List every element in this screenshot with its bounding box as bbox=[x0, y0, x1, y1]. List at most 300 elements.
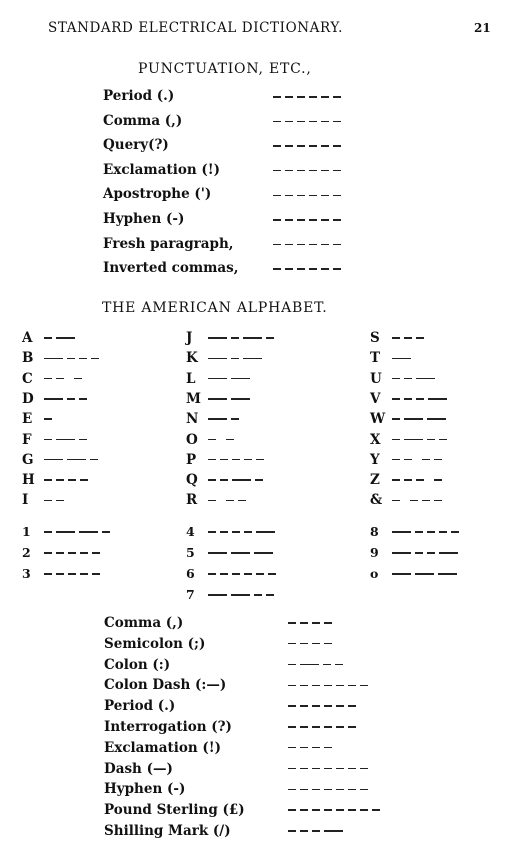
dot-mark bbox=[312, 747, 320, 748]
dot-mark bbox=[312, 622, 320, 623]
dot-mark bbox=[360, 809, 368, 810]
dot-mark bbox=[321, 96, 329, 97]
alphabet-letter: C bbox=[22, 370, 33, 387]
dash-mark bbox=[44, 358, 63, 359]
dot-mark bbox=[404, 479, 412, 480]
alphabet-letter: I bbox=[22, 492, 29, 509]
dot-mark bbox=[244, 531, 252, 532]
morse-code bbox=[288, 617, 336, 629]
alphabet-numeral: 4 bbox=[186, 524, 195, 539]
alphabet-numeral: 3 bbox=[22, 566, 31, 581]
dash-mark bbox=[208, 552, 227, 553]
dot-mark bbox=[300, 685, 308, 686]
dot-mark bbox=[427, 552, 435, 553]
morse-code bbox=[273, 239, 345, 251]
dot-mark bbox=[309, 268, 317, 269]
dot-mark bbox=[324, 789, 332, 790]
dot-mark bbox=[208, 479, 216, 480]
morse-code bbox=[392, 413, 450, 425]
dash-mark bbox=[231, 594, 250, 595]
dot-mark bbox=[415, 552, 423, 553]
dot-mark bbox=[44, 439, 52, 440]
punctuation-label: Hyphen (-) bbox=[103, 211, 185, 227]
dot-mark bbox=[309, 244, 317, 245]
dot-mark bbox=[321, 170, 329, 171]
dot-mark bbox=[434, 459, 442, 460]
dot-mark bbox=[68, 573, 76, 574]
morse-code bbox=[288, 783, 372, 795]
dash-mark bbox=[67, 459, 86, 460]
dash-mark bbox=[56, 337, 75, 338]
dot-mark bbox=[434, 500, 442, 501]
dot-mark bbox=[309, 121, 317, 122]
dot-mark bbox=[231, 358, 239, 359]
morse-code bbox=[208, 393, 254, 405]
dot-mark bbox=[67, 358, 75, 359]
alphabet-numeral: 5 bbox=[186, 545, 195, 560]
dot-mark bbox=[68, 479, 76, 480]
dot-mark bbox=[300, 789, 308, 790]
punctuation-label: Apostrophe (') bbox=[103, 186, 212, 203]
dot-mark bbox=[439, 531, 447, 532]
dot-mark bbox=[392, 439, 400, 440]
punctuation-label: Interrogation (?) bbox=[104, 719, 232, 735]
morse-code bbox=[392, 373, 439, 385]
dot-mark bbox=[56, 479, 64, 480]
dot-mark bbox=[404, 459, 412, 460]
alphabet-numeral: 8 bbox=[370, 524, 379, 539]
dash-mark bbox=[44, 398, 63, 399]
dot-mark bbox=[333, 170, 341, 171]
morse-code bbox=[44, 434, 91, 446]
alphabet-letter: R bbox=[186, 492, 198, 509]
dot-mark bbox=[285, 170, 293, 171]
dot-mark bbox=[208, 459, 216, 460]
dot-mark bbox=[335, 664, 343, 665]
morse-code bbox=[208, 589, 278, 601]
dot-mark bbox=[427, 439, 435, 440]
dot-mark bbox=[333, 268, 341, 269]
dot-mark bbox=[422, 459, 430, 460]
dot-mark bbox=[297, 244, 305, 245]
dash-mark bbox=[404, 418, 423, 419]
morse-code bbox=[392, 454, 446, 466]
dot-mark bbox=[300, 747, 308, 748]
dot-mark bbox=[231, 418, 239, 419]
dot-mark bbox=[321, 268, 329, 269]
dot-mark bbox=[254, 594, 262, 595]
dot-mark bbox=[410, 500, 418, 501]
alphabet-letter: G bbox=[22, 451, 34, 468]
dot-mark bbox=[208, 500, 216, 501]
morse-code bbox=[288, 659, 347, 671]
alphabet-letter: A bbox=[22, 330, 33, 346]
morse-code bbox=[288, 804, 384, 816]
dot-mark bbox=[232, 531, 240, 532]
morse-code bbox=[392, 332, 428, 344]
dot-mark bbox=[44, 531, 52, 532]
dot-mark bbox=[285, 145, 293, 146]
dash-mark bbox=[208, 398, 227, 399]
dot-mark bbox=[273, 96, 281, 97]
dot-mark bbox=[336, 789, 344, 790]
morse-code bbox=[44, 352, 103, 364]
dot-mark bbox=[273, 268, 281, 269]
morse-code bbox=[392, 526, 463, 538]
dot-mark bbox=[324, 643, 332, 644]
morse-code bbox=[44, 526, 114, 538]
dot-mark bbox=[336, 685, 344, 686]
dot-mark bbox=[324, 685, 332, 686]
dot-mark bbox=[324, 747, 332, 748]
morse-code bbox=[392, 547, 462, 559]
morse-code bbox=[208, 494, 250, 506]
punctuation-label: Dash (—) bbox=[104, 760, 173, 777]
dot-mark bbox=[300, 830, 308, 831]
alphabet-letter: T bbox=[370, 350, 381, 367]
punctuation-label: Semicolon (;) bbox=[104, 635, 206, 652]
morse-code bbox=[288, 679, 372, 691]
dot-mark bbox=[220, 459, 228, 460]
dot-mark bbox=[312, 768, 320, 769]
dot-mark bbox=[273, 145, 281, 146]
morse-code bbox=[392, 393, 451, 405]
dot-mark bbox=[309, 145, 317, 146]
dot-mark bbox=[321, 219, 329, 220]
dash-mark bbox=[232, 479, 251, 480]
dot-mark bbox=[273, 195, 281, 196]
dot-mark bbox=[309, 170, 317, 171]
dot-mark bbox=[220, 573, 228, 574]
punctuation-label: Pound Sterling (£) bbox=[104, 802, 245, 819]
morse-code bbox=[44, 568, 104, 580]
punctuation-label: Colon (:) bbox=[104, 656, 171, 673]
morse-code bbox=[288, 700, 360, 712]
alphabet-letter: M bbox=[186, 390, 201, 407]
dot-mark bbox=[288, 830, 296, 831]
dot-mark bbox=[309, 96, 317, 97]
alphabet-letter: J bbox=[186, 330, 193, 346]
dot-mark bbox=[451, 531, 459, 532]
dot-mark bbox=[288, 685, 296, 686]
dot-mark bbox=[348, 726, 356, 727]
morse-code bbox=[44, 393, 91, 405]
dot-mark bbox=[348, 809, 356, 810]
dot-mark bbox=[208, 573, 216, 574]
punctuation-label: Query(?) bbox=[103, 137, 169, 154]
morse-code bbox=[392, 494, 446, 506]
dot-mark bbox=[285, 219, 293, 220]
alphabet-letter: Y bbox=[370, 451, 380, 468]
morse-code bbox=[44, 547, 104, 559]
alphabet-letter: F bbox=[22, 431, 32, 448]
dot-mark bbox=[56, 552, 64, 553]
dot-mark bbox=[273, 170, 281, 171]
dot-mark bbox=[324, 768, 332, 769]
dot-mark bbox=[288, 789, 296, 790]
alphabet-letter: E bbox=[22, 411, 33, 428]
morse-code bbox=[392, 568, 461, 580]
dot-mark bbox=[348, 685, 356, 686]
dot-mark bbox=[297, 121, 305, 122]
morse-code bbox=[208, 454, 268, 466]
dot-mark bbox=[288, 768, 296, 769]
alphabet-letter: P bbox=[186, 451, 197, 468]
morse-code bbox=[288, 721, 360, 733]
dot-mark bbox=[285, 268, 293, 269]
morse-code bbox=[208, 373, 254, 385]
dot-mark bbox=[321, 244, 329, 245]
dash-mark bbox=[208, 358, 227, 359]
dot-mark bbox=[244, 459, 252, 460]
morse-code bbox=[208, 547, 277, 559]
dot-mark bbox=[312, 726, 320, 727]
dot-mark bbox=[324, 726, 332, 727]
morse-code bbox=[208, 568, 280, 580]
dot-mark bbox=[266, 337, 274, 338]
dash-mark bbox=[392, 573, 411, 574]
morse-code bbox=[44, 332, 79, 344]
dot-mark bbox=[360, 789, 368, 790]
dash-mark bbox=[208, 337, 227, 338]
alphabet-letter: D bbox=[22, 390, 34, 407]
dot-mark bbox=[56, 573, 64, 574]
morse-code bbox=[273, 91, 345, 103]
morse-code bbox=[392, 434, 451, 446]
dot-mark bbox=[297, 96, 305, 97]
morse-code bbox=[273, 165, 345, 177]
dot-mark bbox=[285, 96, 293, 97]
dash-mark bbox=[208, 418, 227, 419]
morse-code bbox=[44, 454, 102, 466]
dot-mark bbox=[44, 337, 52, 338]
punctuation-label: Comma (,) bbox=[104, 615, 184, 631]
dot-mark bbox=[323, 664, 331, 665]
dot-mark bbox=[232, 459, 240, 460]
dot-mark bbox=[404, 378, 412, 379]
dot-mark bbox=[427, 531, 435, 532]
dot-mark bbox=[90, 459, 98, 460]
dot-mark bbox=[312, 789, 320, 790]
dot-mark bbox=[333, 244, 341, 245]
dot-mark bbox=[333, 219, 341, 220]
dash-mark bbox=[56, 531, 75, 532]
dot-mark bbox=[266, 594, 274, 595]
dot-mark bbox=[348, 789, 356, 790]
morse-code bbox=[288, 638, 336, 650]
dash-mark bbox=[300, 664, 319, 665]
dash-mark bbox=[56, 439, 75, 440]
dot-mark bbox=[79, 398, 87, 399]
punctuation-label: Shilling Mark (/) bbox=[104, 823, 231, 839]
dot-mark bbox=[336, 705, 344, 706]
dash-mark bbox=[79, 531, 98, 532]
dash-mark bbox=[231, 378, 250, 379]
alphabet-letter: O bbox=[186, 431, 198, 448]
dot-mark bbox=[288, 726, 296, 727]
punctuation-label: Exclamation (!) bbox=[103, 161, 221, 178]
dot-mark bbox=[80, 552, 88, 553]
dot-mark bbox=[288, 705, 296, 706]
dot-mark bbox=[285, 244, 293, 245]
alphabet-letter: L bbox=[186, 370, 196, 387]
morse-code bbox=[288, 825, 347, 837]
morse-code bbox=[208, 434, 238, 446]
dot-mark bbox=[92, 552, 100, 553]
dot-mark bbox=[336, 726, 344, 727]
dot-mark bbox=[392, 398, 400, 399]
dot-mark bbox=[392, 500, 400, 501]
dot-mark bbox=[92, 573, 100, 574]
dash-mark bbox=[324, 830, 343, 831]
alphabet-letter: K bbox=[186, 350, 198, 367]
dot-mark bbox=[288, 643, 296, 644]
dash-mark bbox=[243, 358, 262, 359]
dot-mark bbox=[333, 121, 341, 122]
alphabet-letter: X bbox=[370, 431, 381, 448]
dot-mark bbox=[300, 726, 308, 727]
dot-mark bbox=[68, 552, 76, 553]
dash-mark bbox=[208, 378, 227, 379]
dot-mark bbox=[208, 439, 216, 440]
dot-mark bbox=[285, 121, 293, 122]
alphabet-letter: Q bbox=[186, 472, 198, 489]
punctuation-title: PUNCTUATION, ETC., bbox=[138, 61, 312, 77]
morse-code bbox=[288, 742, 336, 754]
dash-mark bbox=[415, 573, 434, 574]
dash-mark bbox=[243, 337, 262, 338]
dot-mark bbox=[321, 195, 329, 196]
dot-mark bbox=[309, 195, 317, 196]
alphabet-numeral: 6 bbox=[186, 566, 195, 581]
punctuation-label: Exclamation (!) bbox=[104, 739, 222, 756]
alphabet-letter: H bbox=[22, 472, 35, 489]
dot-mark bbox=[80, 573, 88, 574]
alphabet-numeral: 2 bbox=[22, 545, 31, 560]
dot-mark bbox=[273, 244, 281, 245]
dot-mark bbox=[324, 809, 332, 810]
morse-code bbox=[208, 332, 278, 344]
dot-mark bbox=[360, 685, 368, 686]
morse-code bbox=[273, 140, 345, 152]
morse-code bbox=[44, 413, 56, 425]
dot-mark bbox=[392, 479, 400, 480]
dot-mark bbox=[300, 622, 308, 623]
dot-mark bbox=[56, 378, 64, 379]
dash-mark bbox=[404, 439, 423, 440]
dot-mark bbox=[372, 809, 380, 810]
alphabet-letter: Z bbox=[370, 472, 380, 489]
dash-mark bbox=[428, 398, 447, 399]
dot-mark bbox=[348, 768, 356, 769]
punctuation-label: Period (.) bbox=[104, 698, 176, 715]
dot-mark bbox=[288, 664, 296, 665]
dot-mark bbox=[232, 573, 240, 574]
dash-mark bbox=[392, 358, 411, 359]
morse-code bbox=[208, 526, 279, 538]
dot-mark bbox=[336, 768, 344, 769]
morse-code bbox=[392, 352, 415, 364]
dot-mark bbox=[44, 418, 52, 419]
dash-mark bbox=[44, 459, 63, 460]
dot-mark bbox=[44, 552, 52, 553]
dot-mark bbox=[226, 439, 234, 440]
alphabet-letter: B bbox=[22, 350, 34, 367]
dot-mark bbox=[336, 809, 344, 810]
dot-mark bbox=[415, 531, 423, 532]
dot-mark bbox=[256, 573, 264, 574]
dot-mark bbox=[273, 219, 281, 220]
dash-mark bbox=[208, 594, 227, 595]
dot-mark bbox=[416, 398, 424, 399]
dash-mark bbox=[256, 531, 275, 532]
alphabet-letter: S bbox=[370, 330, 380, 346]
alphabet-letter: V bbox=[370, 390, 381, 407]
dot-mark bbox=[67, 398, 75, 399]
morse-code bbox=[208, 352, 266, 364]
dot-mark bbox=[300, 643, 308, 644]
morse-code bbox=[392, 474, 446, 486]
dot-mark bbox=[288, 622, 296, 623]
dot-mark bbox=[324, 705, 332, 706]
alphabet-numeral: 7 bbox=[186, 587, 195, 602]
dot-mark bbox=[360, 768, 368, 769]
dot-mark bbox=[392, 418, 400, 419]
morse-code bbox=[273, 263, 345, 275]
dot-mark bbox=[285, 195, 293, 196]
dot-mark bbox=[404, 398, 412, 399]
alphabet-letter: W bbox=[370, 411, 386, 428]
punctuation-label: Colon Dash (:—) bbox=[104, 677, 227, 694]
morse-code bbox=[288, 763, 372, 775]
dot-mark bbox=[44, 479, 52, 480]
dash-mark bbox=[416, 378, 435, 379]
dot-mark bbox=[238, 500, 246, 501]
dot-mark bbox=[44, 378, 52, 379]
dot-mark bbox=[300, 705, 308, 706]
dot-mark bbox=[416, 337, 424, 338]
dot-mark bbox=[297, 170, 305, 171]
dot-mark bbox=[44, 573, 52, 574]
dot-mark bbox=[312, 809, 320, 810]
dot-mark bbox=[422, 500, 430, 501]
dot-mark bbox=[416, 479, 424, 480]
dot-mark bbox=[273, 121, 281, 122]
dot-mark bbox=[268, 573, 276, 574]
dot-mark bbox=[297, 219, 305, 220]
morse-code bbox=[208, 413, 243, 425]
dot-mark bbox=[333, 195, 341, 196]
dot-mark bbox=[300, 809, 308, 810]
dot-mark bbox=[333, 96, 341, 97]
dot-mark bbox=[44, 500, 52, 501]
alphabet-numeral: 1 bbox=[22, 524, 31, 539]
dot-mark bbox=[79, 439, 87, 440]
dot-mark bbox=[297, 145, 305, 146]
dot-mark bbox=[226, 500, 234, 501]
dot-mark bbox=[74, 378, 82, 379]
dot-mark bbox=[220, 479, 228, 480]
punctuation-label: Comma (,) bbox=[103, 112, 183, 129]
dot-mark bbox=[434, 479, 442, 480]
dot-mark bbox=[348, 705, 356, 706]
dot-mark bbox=[312, 830, 320, 831]
dot-mark bbox=[91, 358, 99, 359]
dot-mark bbox=[231, 337, 239, 338]
morse-code bbox=[273, 189, 345, 201]
alphabet-letter: & bbox=[370, 492, 383, 509]
punctuation-label: Period (.) bbox=[103, 88, 175, 104]
